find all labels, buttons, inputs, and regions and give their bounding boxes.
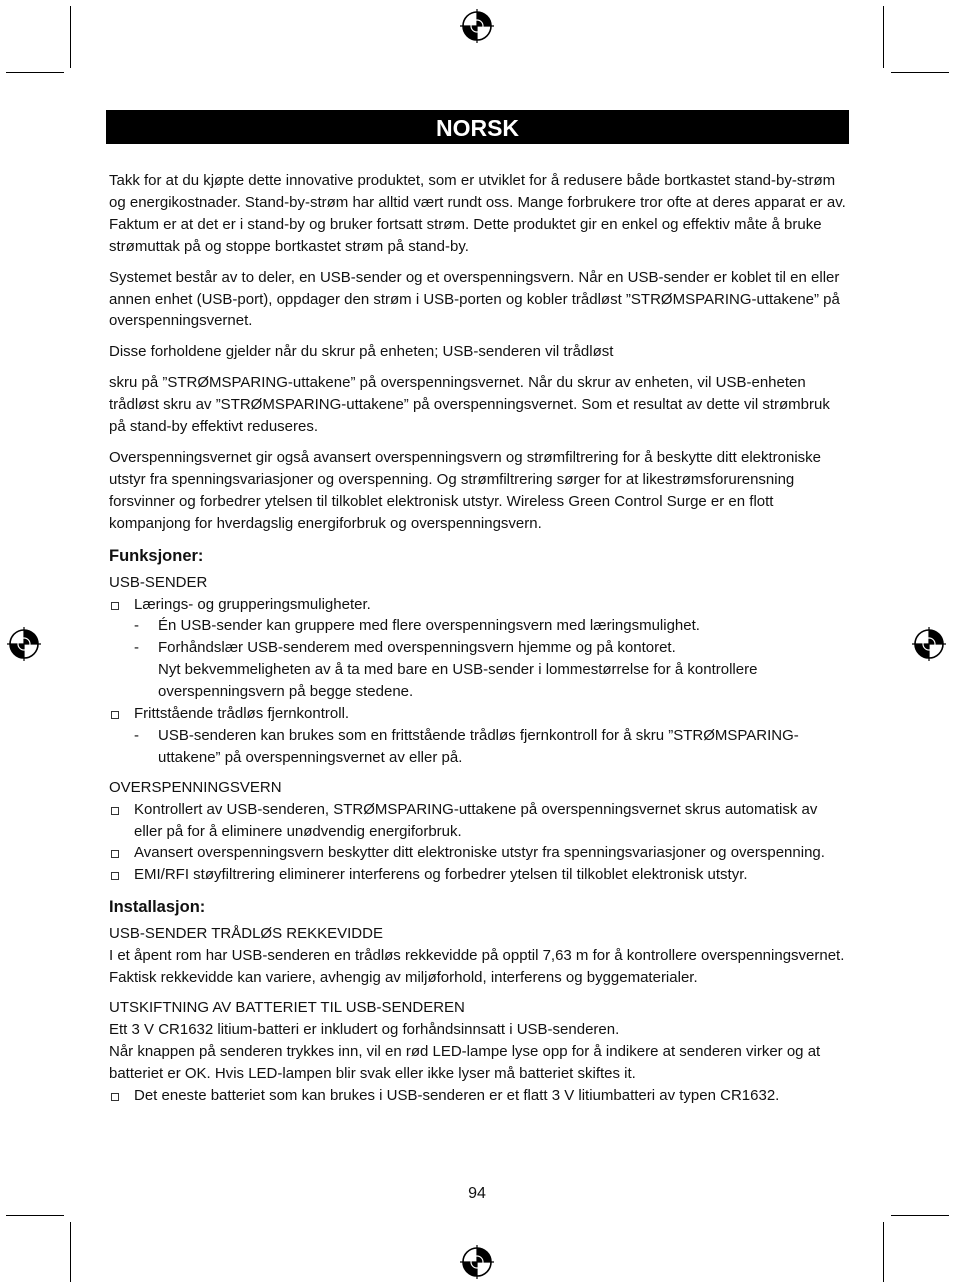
registration-mark-top [460, 9, 494, 43]
crop-mark [891, 1215, 949, 1216]
battery-text: Ett 3 V CR1632 litium-batteri er inkludert og forhåndsinnsatt i USB-senderen. [109, 1020, 620, 1038]
crop-mark [883, 6, 884, 68]
sub-list [134, 725, 849, 769]
list-item-text: Frittstående trådløs fjernkontroll. [134, 705, 350, 723]
range-label: USB-SENDER TRÅDLØS REKKEVIDDE [109, 925, 383, 943]
list-item: EMI/RFI støyfiltrering eliminerer interferens og forbedrer ytelsen til tilkoblet elektronisk utstyr. [109, 864, 849, 886]
overspenningsvern-list [109, 799, 849, 887]
range-text: I et åpent rom har USB-senderen en trådløs rekkevidde på opptil 7,63 m for å kontrollere overspenningsvernet. Faktisk rekkevidde kan variere, avhengig av miljøforhold, interferens og byggematerialer. [109, 947, 845, 987]
intro-paragraph: Takk for at du kjøpte dette innovative produktet, som er utviklet for å redusere både bortkastet stand-by-strøm og energikostnader. Stand-by-strøm har alltid vært rundt oss. Mange forbrukere tror ofte at deres apparat er av. Faktum er at det er i stand-by og bruker fortsatt strøm. Dette produktet gir en enkel og effektiv måte å bruke strømuttak på og stoppe bortkastet strøm på stand-by. [109, 172, 846, 255]
list-item: Avansert overspenningsvern beskytter ditt elektroniske utstyr fra spenningsvariasjoner og overspenning. [109, 842, 849, 864]
sub-list-item-text: - Forhåndslær USB-senderem med overspenningsvern hjemme og på kontoret. [158, 639, 676, 657]
list-item [109, 594, 849, 704]
list-item [109, 703, 849, 769]
battery-text: Når knappen på senderen trykkes inn, vil en rød LED-lampe lyse opp for å indikere at senderen virker og at batteriet er OK. Hvis LED-lampen blir svak eller ikke lyser må batteriet skiftes it. [109, 1042, 821, 1082]
list-item: Det eneste batteriet som kan brukes i USB-senderen er et flatt 3 V litiumbatteri av typen CR1632. [109, 1085, 849, 1107]
installasjon-heading: Installasjon: [109, 898, 206, 917]
registration-mark-right [912, 627, 946, 661]
crop-mark [70, 1222, 71, 1282]
crop-mark [6, 1215, 64, 1216]
registration-mark-bottom [460, 1245, 494, 1279]
page-number: 94 [468, 1185, 486, 1202]
intro-paragraph: Systemet består av to deler, en USB-sender og et overspenningsvern. Når en USB-sender er koblet til en eller annen enhet (USB-port), oppdager den strøm i USB-porten og kobler trådløst ”STRØMSPARING-uttakene” på overspenningsvernet. [109, 268, 840, 330]
registration-mark-left [7, 627, 41, 661]
intro-paragraph: skru på ”STRØMSPARING-uttakene” på overspenningsvernet. Når du skrur av enheten, vil USB-enheten trådløst skru av ”STRØMSPARING-uttakene” på overspenningsvernet. Som et resultat av dette vil strømbruk på stand-by effektivt reduseres. [109, 374, 830, 436]
sub-list-item: - USB-senderen kan brukes som en frittstående trådløs fjernkontroll for å skru ”STRØMSPARING-uttakene” på overspenningsvernet av eller på. [134, 725, 849, 769]
sub-list-item: - Én USB-sender kan gruppere med flere overspenningsvern med læringsmulighet. [134, 615, 849, 637]
crop-mark [883, 1222, 884, 1282]
language-heading: NORSK [106, 110, 849, 144]
crop-mark [6, 72, 64, 73]
usb-sender-list [109, 594, 849, 769]
intro-paragraph: Overspenningsvernet gir også avansert overspenningsvern og strømfiltrering for å beskytte ditt elektroniske utstyr fra spenningsvariasjoner og overspenning. Og strømfiltrering sørger for at likestrømsforurensning forsvinner og forbedrer ytelsen til tilkoblet elektronisk utstyr. Wireless Green Control Surge er en flott kompanjong for hverdagslig energiforbruk og overspenningsvern. [109, 448, 822, 532]
crop-mark [891, 72, 949, 73]
funksjoner-heading: Funksjoner: [109, 546, 204, 565]
page-content [109, 170, 849, 1107]
list-item-text: Lærings- og grupperingsmuligheter. [134, 595, 371, 613]
usb-sender-label: USB-SENDER [109, 573, 208, 591]
sub-list-item-continuation: Nyt bekvemmeligheten av å ta med bare en USB-sender i lommestørrelse for å kontrollere overspenningsvern på begge stedene. [158, 661, 758, 701]
list-item: Kontrollert av USB-senderen, STRØMSPARING-uttakene på overspenningsvernet skrus automatisk av eller på for å eliminere unødvendig energiforbruk. [109, 799, 849, 843]
overspenningsvern-label: OVERSPENNINGSVERN [109, 778, 282, 796]
sub-list [134, 615, 849, 703]
sub-list-item [134, 637, 849, 703]
battery-list [109, 1085, 849, 1107]
intro-paragraph: Disse forholdene gjelder når du skrur på enheten; USB-senderen vil trådløst [109, 343, 614, 361]
battery-label: UTSKIFTNING AV BATTERIET TIL USB-SENDEREN [109, 999, 465, 1016]
crop-mark [70, 6, 71, 68]
